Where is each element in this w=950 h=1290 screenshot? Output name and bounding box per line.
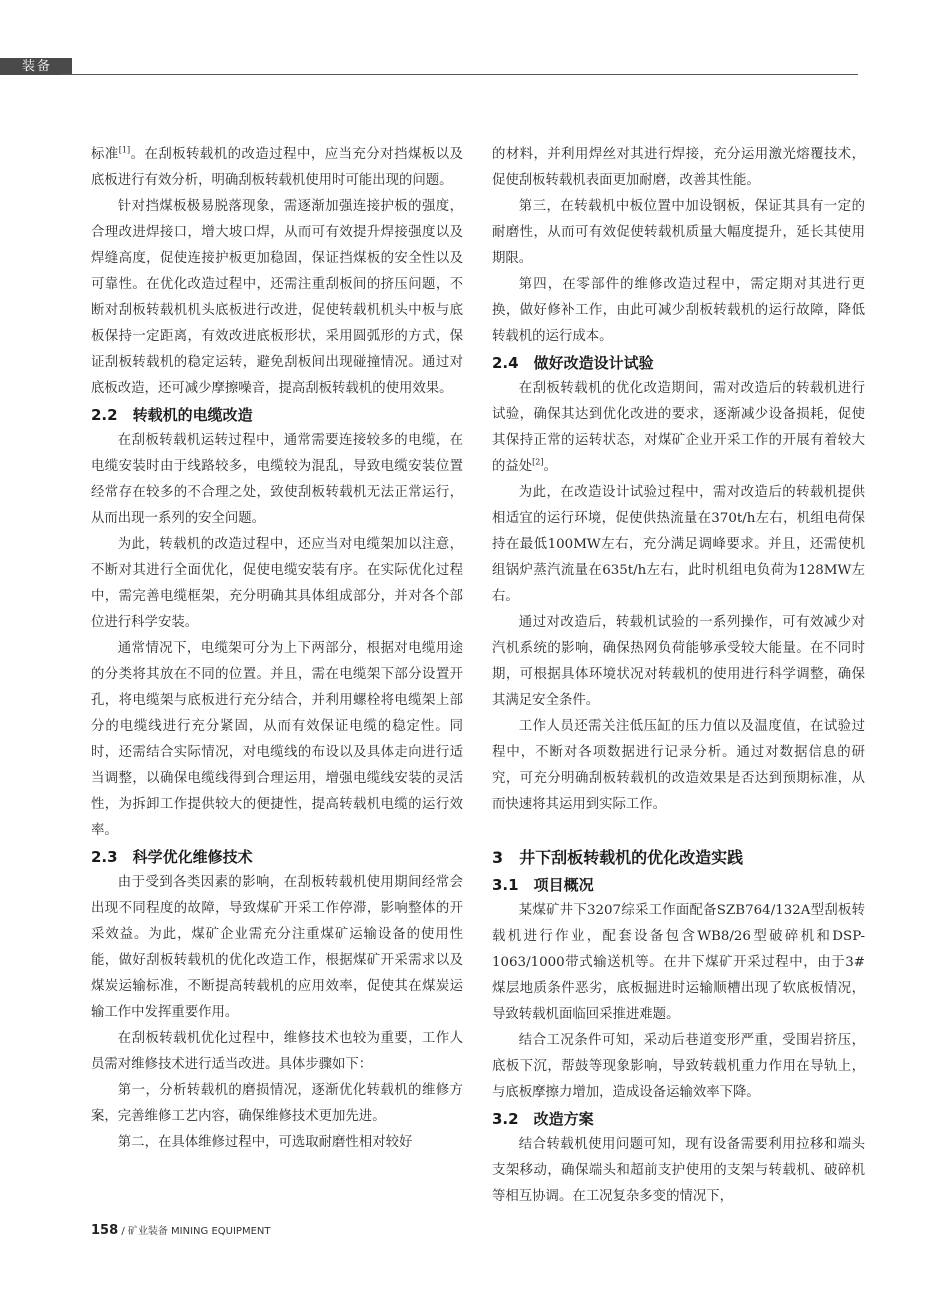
section-heading-3-1: 3.1 项目概况 [492, 876, 594, 894]
header-rule [60, 74, 858, 75]
paragraph: 通常情况下，电缆架可分为上下两部分，根据对电缆用途的分类将其放在不同的位置。并且，需在电缆架下部分设置开孔，将电缆架与底板进行充分结合，并利用螺栓将电缆架上部分的电缆线进行充分紧固，从而有效保证电缆的稳定性。同时，还需结合实际情况，对电缆线的布设以及具体走向进行适当调整，以确保电缆线得到合理运用，增强电缆线安装的灵活性，为拆卸工作提供较大的便捷性，提高转载机电缆的运行效率。 [91, 641, 463, 838]
paragraph: 第一，分析转载机的磨损情况，逐渐优化转载机的维修方案，完善维修工艺内容，确保维修技术更加先进。 [91, 1083, 463, 1124]
paragraph: 结合转载机使用问题可知，现有设备需要利用拉移和端头支架移动，确保端头和超前支护使用的支架与转载机、破碎机等相互协调。在工况复杂多变的情况下， [492, 1137, 865, 1204]
footer-separator: / [118, 1226, 128, 1237]
left-column [91, 142, 463, 1156]
section-heading-2-4: 2.4 做好改造设计试验 [492, 354, 654, 372]
text-run: 。 [543, 459, 557, 474]
paragraph [492, 376, 865, 480]
citation-ref: [2] [532, 457, 544, 467]
section-heading-2-3: 2.3 科学优化维修技术 [91, 848, 253, 866]
paragraph: 第四，在零部件的维修改造过程中，需定期对其进行更换，做好修补工作，由此可减少刮板转载机的运行故障，降低转载机的运行成本。 [492, 277, 865, 344]
paragraph: 为此，转载机的改造过程中，还应当对电缆架加以注意，不断对其进行全面优化，促使电缆安装有序。在实际优化过程中，需完善电缆框架，充分明确其具体组成部分，并对各个部位进行科学安装。 [91, 537, 463, 630]
text-run: 在刮板转载机的优化改造期间，需对改造后的转载机进行试验，确保其达到优化改进的要求，逐渐减少设备损耗，促使其保持正常的运转状态，对煤矿企业开采工作的开展有着较大的益处 [492, 381, 865, 474]
page-number: 158 [91, 1223, 119, 1238]
text-run: 。在刮板转载机的改造过程中，应当充分对挡煤板以及底板进行有效分析，明确刮板转载机使用时可能出现的问题。 [91, 147, 464, 188]
paragraph: 在刮板转载机运转过程中，通常需要连接较多的电缆，在电缆安装时由于线路较多，电缆较为混乱，导致电缆安装位置经常存在较多的不合理之处，致使刮板转载机无法正常运行，从而出现一系列的安全问题。 [91, 433, 463, 526]
paragraph: 的材料，并利用焊丝对其进行焊接，充分运用激光熔覆技术，促使刮板转载机表面更加耐磨，改善其性能。 [492, 147, 865, 188]
text-run: 标准 [91, 147, 119, 162]
paragraph: 第三，在转载机中板位置中加设钢板，保证其具有一定的耐磨性，从而可有效促使转载机质量大幅度提升，延长其使用期限。 [492, 199, 865, 266]
paragraph: 工作人员还需关注低压缸的压力值以及温度值，在试验过程中，不断对各项数据进行记录分析。通过对数据信息的研究，可充分明确刮板转载机的改造效果是否达到预期标准，从而快速将其运用到实际工作。 [492, 719, 865, 812]
paragraph: 通过对改造后，转载机试验的一系列操作，可有效减少对汽机系统的影响，确保热网负荷能够承受较大能量。在不同时期，可根据具体环境状况对转载机的使用进行科学调整，确保其满足安全条件。 [492, 615, 865, 708]
right-column [492, 142, 865, 1210]
paragraph: 为此，在改造设计试验过程中，需对改造后的转载机提供相适宜的运行环境，促使供热流量在370t/h左右，机组电荷保持在最低100MW左右，充分满足调峰要求。并且，还需使机组锅炉蒸汽流量在635t/h左右，此时机组电负荷为128MW左右。 [492, 485, 865, 604]
spacer [492, 818, 865, 844]
paragraph: 在刮板转载机优化过程中，维修技术也较为重要，工作人员需对维修技术进行适当改进。具体步骤如下： [91, 1031, 463, 1072]
section-heading-3: 3 井下刮板转载机的优化改造实践 [492, 848, 744, 867]
paragraph: 结合工况条件可知，采动后巷道变形严重，受围岩挤压，底板下沉，帮鼓等现象影响，导致转载机重力作用在导轨上，与底板摩擦力增加，造成设备运输效率下降。 [492, 1033, 865, 1100]
paragraph: 第二，在具体维修过程中，可选取耐磨性相对较好 [117, 1135, 413, 1150]
journal-name: 矿业装备 MINING EQUIPMENT [127, 1226, 271, 1237]
paragraph: 某煤矿井下3207综采工作面配备SZB764/132A型刮板转载机进行作业，配套设备包含WB8/26型破碎机和DSP-1063/1000带式输送机等。在井下煤矿开采过程中，由于3#煤层地质条件恶劣，底板掘进时运输顺槽出现了软底板情况，导致转载机面临回采推进难题。 [492, 903, 865, 1022]
page-footer [91, 1222, 271, 1238]
paragraph: 针对挡煤板极易脱落现象，需逐渐加强连接护板的强度，合理改进焊接口，增大坡口焊，从而可有效提升焊接强度以及焊缝高度，促使连接护板更加稳固，保证挡煤板的安全性以及可靠性。在优化改造过程中，还需注重刮板间的挤压问题，不断对刮板转载机机头底板进行改进，促使转载机机头中板与底板保持一定距离，有效改进底板形状，采用圆弧形的方式，保证刮板转载机的稳定运转，避免刮板间出现碰撞情况。通过对底板改造，还可减少摩擦噪音，提高刮板转载机的使用效果。 [91, 199, 463, 396]
section-tab: 装备 [0, 58, 72, 75]
section-heading-2-2: 2.2 转载机的电缆改造 [91, 406, 253, 424]
section-heading-3-2: 3.2 改造方案 [492, 1110, 594, 1128]
paragraph: 由于受到各类因素的影响，在刮板转载机使用期间经常会出现不同程度的故障，导致煤矿开采工作停滞，影响整体的开采效益。为此，煤矿企业需充分注重煤矿运输设备的使用性能，做好刮板转载机的优化改造工作，根据煤矿开采需求以及煤炭运输标准，不断提高转载机的应用效率，促使其在煤炭运输工作中发挥重要作用。 [91, 875, 463, 1020]
citation-ref: [1] [118, 145, 131, 155]
paragraph [91, 142, 463, 194]
